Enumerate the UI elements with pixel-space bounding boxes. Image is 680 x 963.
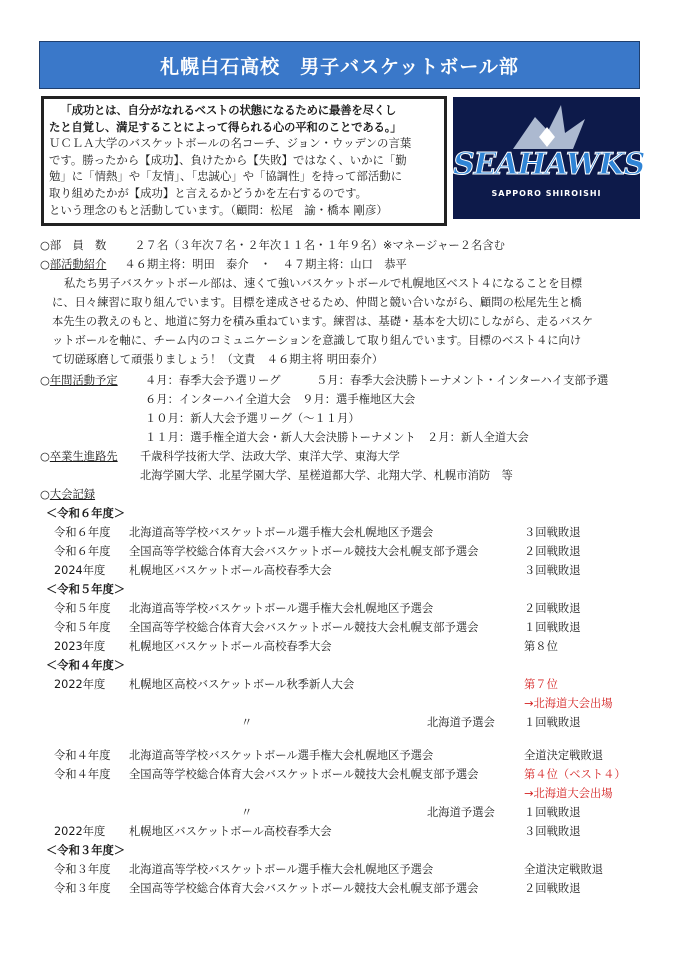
intro-row (40, 256, 407, 275)
bullet: ○ (40, 488, 50, 501)
schedule-item: ６月：インターハイ全道大会 ９月：選手権地区大会 (145, 393, 416, 406)
page-title: 札幌白石高校 男子バスケットボール部 (160, 55, 519, 78)
intro-paragraph-line: 本先生の教えのもと、地道に努力を積み重ねています。練習は、基礎・基本を大切にしながら、走るバスケ (52, 315, 594, 328)
quote-line: 取り組めたかが【成功】と言えるかどうかを左右するのです。 (49, 185, 368, 200)
record-result: ２回戦敗退 (524, 545, 581, 558)
graduates-list: 北海学園大学、北星学園大学、星槎道都大学、北翔大学、札幌市消防 等 (140, 469, 513, 482)
schedule-item: １１月：選手権全道大会・新人大会決勝トーナメント ２月：新人全道大会 (145, 431, 529, 444)
record-name: 全国高等学校総合体育大会バスケットボール競技大会札幌支部予選会 (129, 621, 479, 634)
record-result: ３回戦敗退 (524, 564, 581, 577)
intro-paragraph-line: に、日々練習に取り組んでいます。目標を達成させるため、仲間と競い合いながら、顧問の松尾先生と橋 (52, 296, 582, 309)
record-result: 第７位 (524, 678, 558, 691)
logo-text: SEAHAWKS (453, 147, 645, 182)
quote-line: たと自覚し、満足することによって得られる心の平和のことである。」 (49, 119, 402, 134)
record-year: 2022年度 (54, 678, 106, 691)
record-year: 令和６年度 (54, 526, 111, 539)
logo-subtext: SAPPORO SHIROISHI (491, 189, 602, 198)
intro-label: 部活動紹介 (49, 258, 107, 271)
record-year: 令和４年度 (54, 768, 111, 781)
record-name: 札幌地区バスケットボール高校春季大会 (129, 564, 332, 577)
record-result: １回戦敗退 (524, 716, 581, 729)
record-year: 令和６年度 (54, 545, 111, 558)
bullet: ○ (40, 258, 50, 271)
members-value: ２７名（３年次７名・２年次１１名・１年９名）※マネージャー２名含む (134, 239, 505, 252)
record-year: 2022年度 (54, 825, 106, 838)
members-label: 部 員 数 (49, 239, 107, 252)
records-row (40, 486, 95, 505)
record-year: 2024年度 (54, 564, 106, 577)
record-year: 令和４年度 (54, 749, 111, 762)
bullet: ○ (40, 450, 50, 463)
schedule-item: ４月：春季大会予選リーグ (145, 374, 281, 387)
record-note: →北海道大会出場 (524, 697, 613, 710)
quote-line: ＵＣＬＡ大学のバスケットボールの名コーチ、ジョン・ウッデンの言葉 (49, 136, 412, 151)
record-year: 令和３年度 (54, 882, 111, 895)
intro-paragraph-line: 私たち男子バスケットボール部は、速くて強いバスケットボールで札幌地区ベスト４になることを目標 (64, 277, 583, 290)
record-year: 令和３年度 (54, 863, 111, 876)
ditto-mark: 〃 (241, 716, 253, 729)
graduates-label: 卒業生進路先 (49, 450, 118, 463)
records-label: 大会記録 (49, 488, 96, 501)
graduates-row (40, 448, 118, 467)
schedule-row (40, 372, 118, 391)
schedule-item: １０月：新人大会予選リーグ（～１１月） (145, 412, 360, 425)
record-result: ２回戦敗退 (524, 882, 581, 895)
record-result: ２回戦敗退 (524, 602, 581, 615)
record-name: 北海道予選会 (427, 716, 495, 729)
seahawks-logo (453, 97, 645, 219)
record-year: 2023年度 (54, 640, 106, 653)
schedule-item: ５月：春季大会決勝トーナメント・インターハイ支部予選 (316, 374, 609, 387)
record-name: 全国高等学校総合体育大会バスケットボール競技大会札幌支部予選会 (129, 882, 479, 895)
record-result: １回戦敗退 (524, 621, 581, 634)
record-name: 北海道高等学校バスケットボール選手権大会札幌地区予選会 (129, 526, 434, 539)
schedule-label: 年間活動予定 (49, 374, 118, 387)
record-year: 令和５年度 (54, 602, 111, 615)
record-result: 全道決定戦敗退 (524, 749, 604, 762)
record-result: 第８位 (524, 640, 558, 653)
record-result: 全道決定戦敗退 (524, 863, 604, 876)
ditto-mark: 〃 (241, 806, 253, 819)
year-heading: ＜令和６年度＞ (46, 507, 126, 520)
quote-line: 勉」に「情熱」や「友情」、「忠誠心」や「協調性」を持って部活動に (49, 169, 403, 184)
intro-paragraph-line: て切磋琢磨して頑張りましょう！（文責 ４６期主将 明田泰介） (52, 353, 384, 366)
members-row (40, 237, 505, 256)
record-name: 札幌地区バスケットボール高校春季大会 (129, 640, 332, 653)
philosophy-box (41, 96, 447, 226)
quote-line: 「成功とは、自分がなれるベストの状態になるために最善を尽くし (60, 103, 397, 117)
year-heading: ＜令和５年度＞ (46, 583, 126, 596)
record-result: ３回戦敗退 (524, 526, 581, 539)
record-result: １回戦敗退 (524, 806, 581, 819)
year-heading: ＜令和３年度＞ (46, 844, 126, 857)
year-heading: ＜令和４年度＞ (46, 659, 126, 672)
captains: ４６期主将：明田 泰介 ・ ４７期主将：山口 恭平 (124, 258, 407, 271)
record-year: 令和５年度 (54, 621, 111, 634)
record-result: ３回戦敗退 (524, 825, 581, 838)
page-title-banner (39, 41, 640, 89)
quote-line: です。勝ったから【成功】、負けたから【失敗】ではなく、いかに「勤 (49, 152, 407, 167)
record-name: 全国高等学校総合体育大会バスケットボール競技大会札幌支部予選会 (129, 545, 479, 558)
record-name: 全国高等学校総合体育大会バスケットボール競技大会札幌支部予選会 (129, 768, 479, 781)
record-name: 北海道高等学校バスケットボール選手権大会札幌地区予選会 (129, 863, 434, 876)
record-name: 北海道高等学校バスケットボール選手権大会札幌地区予選会 (129, 602, 434, 615)
record-name: 札幌地区バスケットボール高校春季大会 (129, 825, 332, 838)
record-result: 第４位（ベスト４） (524, 768, 626, 781)
quote-line: という理念のもと活動しています。（顧問：松尾 諭・橋本 剛彦） (49, 202, 388, 217)
record-name: 北海道高等学校バスケットボール選手権大会札幌地区予選会 (129, 749, 434, 762)
intro-paragraph-line: ットボールを軸に、チーム内のコミュニケーションを意識して取り組んでいます。目標のベスト４に向け (52, 334, 582, 347)
bullet: ○ (40, 239, 50, 252)
record-name: 札幌地区高校バスケットボール秋季新人大会 (129, 678, 355, 691)
record-name: 北海道予選会 (427, 806, 495, 819)
bullet: ○ (40, 374, 50, 387)
record-note: →北海道大会出場 (524, 787, 613, 800)
graduates-list: 千歳科学技術大学、法政大学、東洋大学、東海大学 (140, 450, 400, 463)
